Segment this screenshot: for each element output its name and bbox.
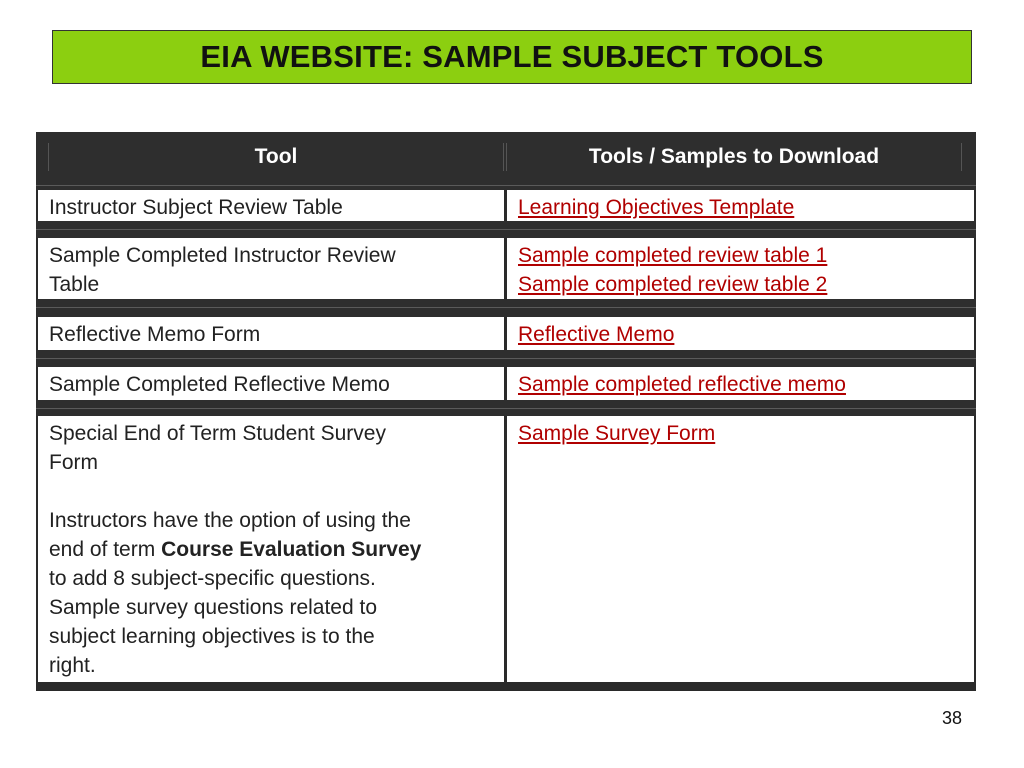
download-cell <box>507 367 974 400</box>
download-cell <box>507 416 974 682</box>
note-line: subject learning objectives is to the <box>49 625 375 648</box>
spacer <box>49 477 504 506</box>
row-separator <box>36 221 976 238</box>
tool-cell <box>38 317 504 350</box>
note-line: Sample survey questions related to <box>49 596 378 619</box>
table-row <box>36 416 976 682</box>
row-separator <box>36 299 976 317</box>
tool-cell <box>38 416 504 682</box>
row-separator <box>36 400 976 416</box>
slide-title: EIA WEBSITE: SAMPLE SUBJECT TOOLS <box>52 30 972 84</box>
table-row <box>36 190 976 221</box>
tool-name-line: Form <box>49 451 98 474</box>
note-line: to add 8 subject-specific questions. <box>49 567 376 590</box>
slide-number: 38 <box>941 708 962 728</box>
tool-name-line: Special End of Term Student Survey <box>49 422 386 445</box>
header-tool: Tool <box>48 143 504 171</box>
tool-cell <box>38 238 504 299</box>
note-text: end of term <box>49 538 156 561</box>
table-row <box>36 238 976 299</box>
sample-review-table-1-link[interactable]: Sample completed review table 1 <box>518 244 828 267</box>
sample-reflective-memo-link[interactable]: Sample completed reflective memo <box>518 373 846 396</box>
sample-survey-form-link[interactable]: Sample Survey Form <box>518 422 716 445</box>
note-line: right. <box>49 654 96 677</box>
table-header <box>36 132 976 182</box>
tool-cell <box>38 190 504 221</box>
tool-name: Instructor Subject Review Table <box>49 196 343 219</box>
row-separator <box>36 182 976 190</box>
course-evaluation-survey-label: Course Evaluation Survey <box>161 538 422 561</box>
download-cell <box>507 190 974 221</box>
tool-name: Sample Completed Reflective Memo <box>49 373 390 396</box>
learning-objectives-template-link[interactable]: Learning Objectives Template <box>518 196 795 219</box>
table-row <box>36 317 976 350</box>
note-line: Instructors have the option of using the <box>49 509 411 532</box>
download-cell <box>507 238 974 299</box>
tools-table <box>36 132 976 691</box>
tool-cell <box>38 367 504 400</box>
reflective-memo-link[interactable]: Reflective Memo <box>518 323 675 346</box>
row-separator <box>36 350 976 367</box>
sample-review-table-2-link[interactable]: Sample completed review table 2 <box>518 273 828 296</box>
note-line <box>49 535 504 564</box>
tool-name: Reflective Memo Form <box>49 323 261 346</box>
tool-name-line: Sample Completed Instructor Review <box>49 244 396 267</box>
tool-name-line: Table <box>49 273 100 296</box>
header-downloads: Tools / Samples to Download <box>506 143 962 171</box>
table-row <box>36 367 976 400</box>
download-cell <box>507 317 974 350</box>
